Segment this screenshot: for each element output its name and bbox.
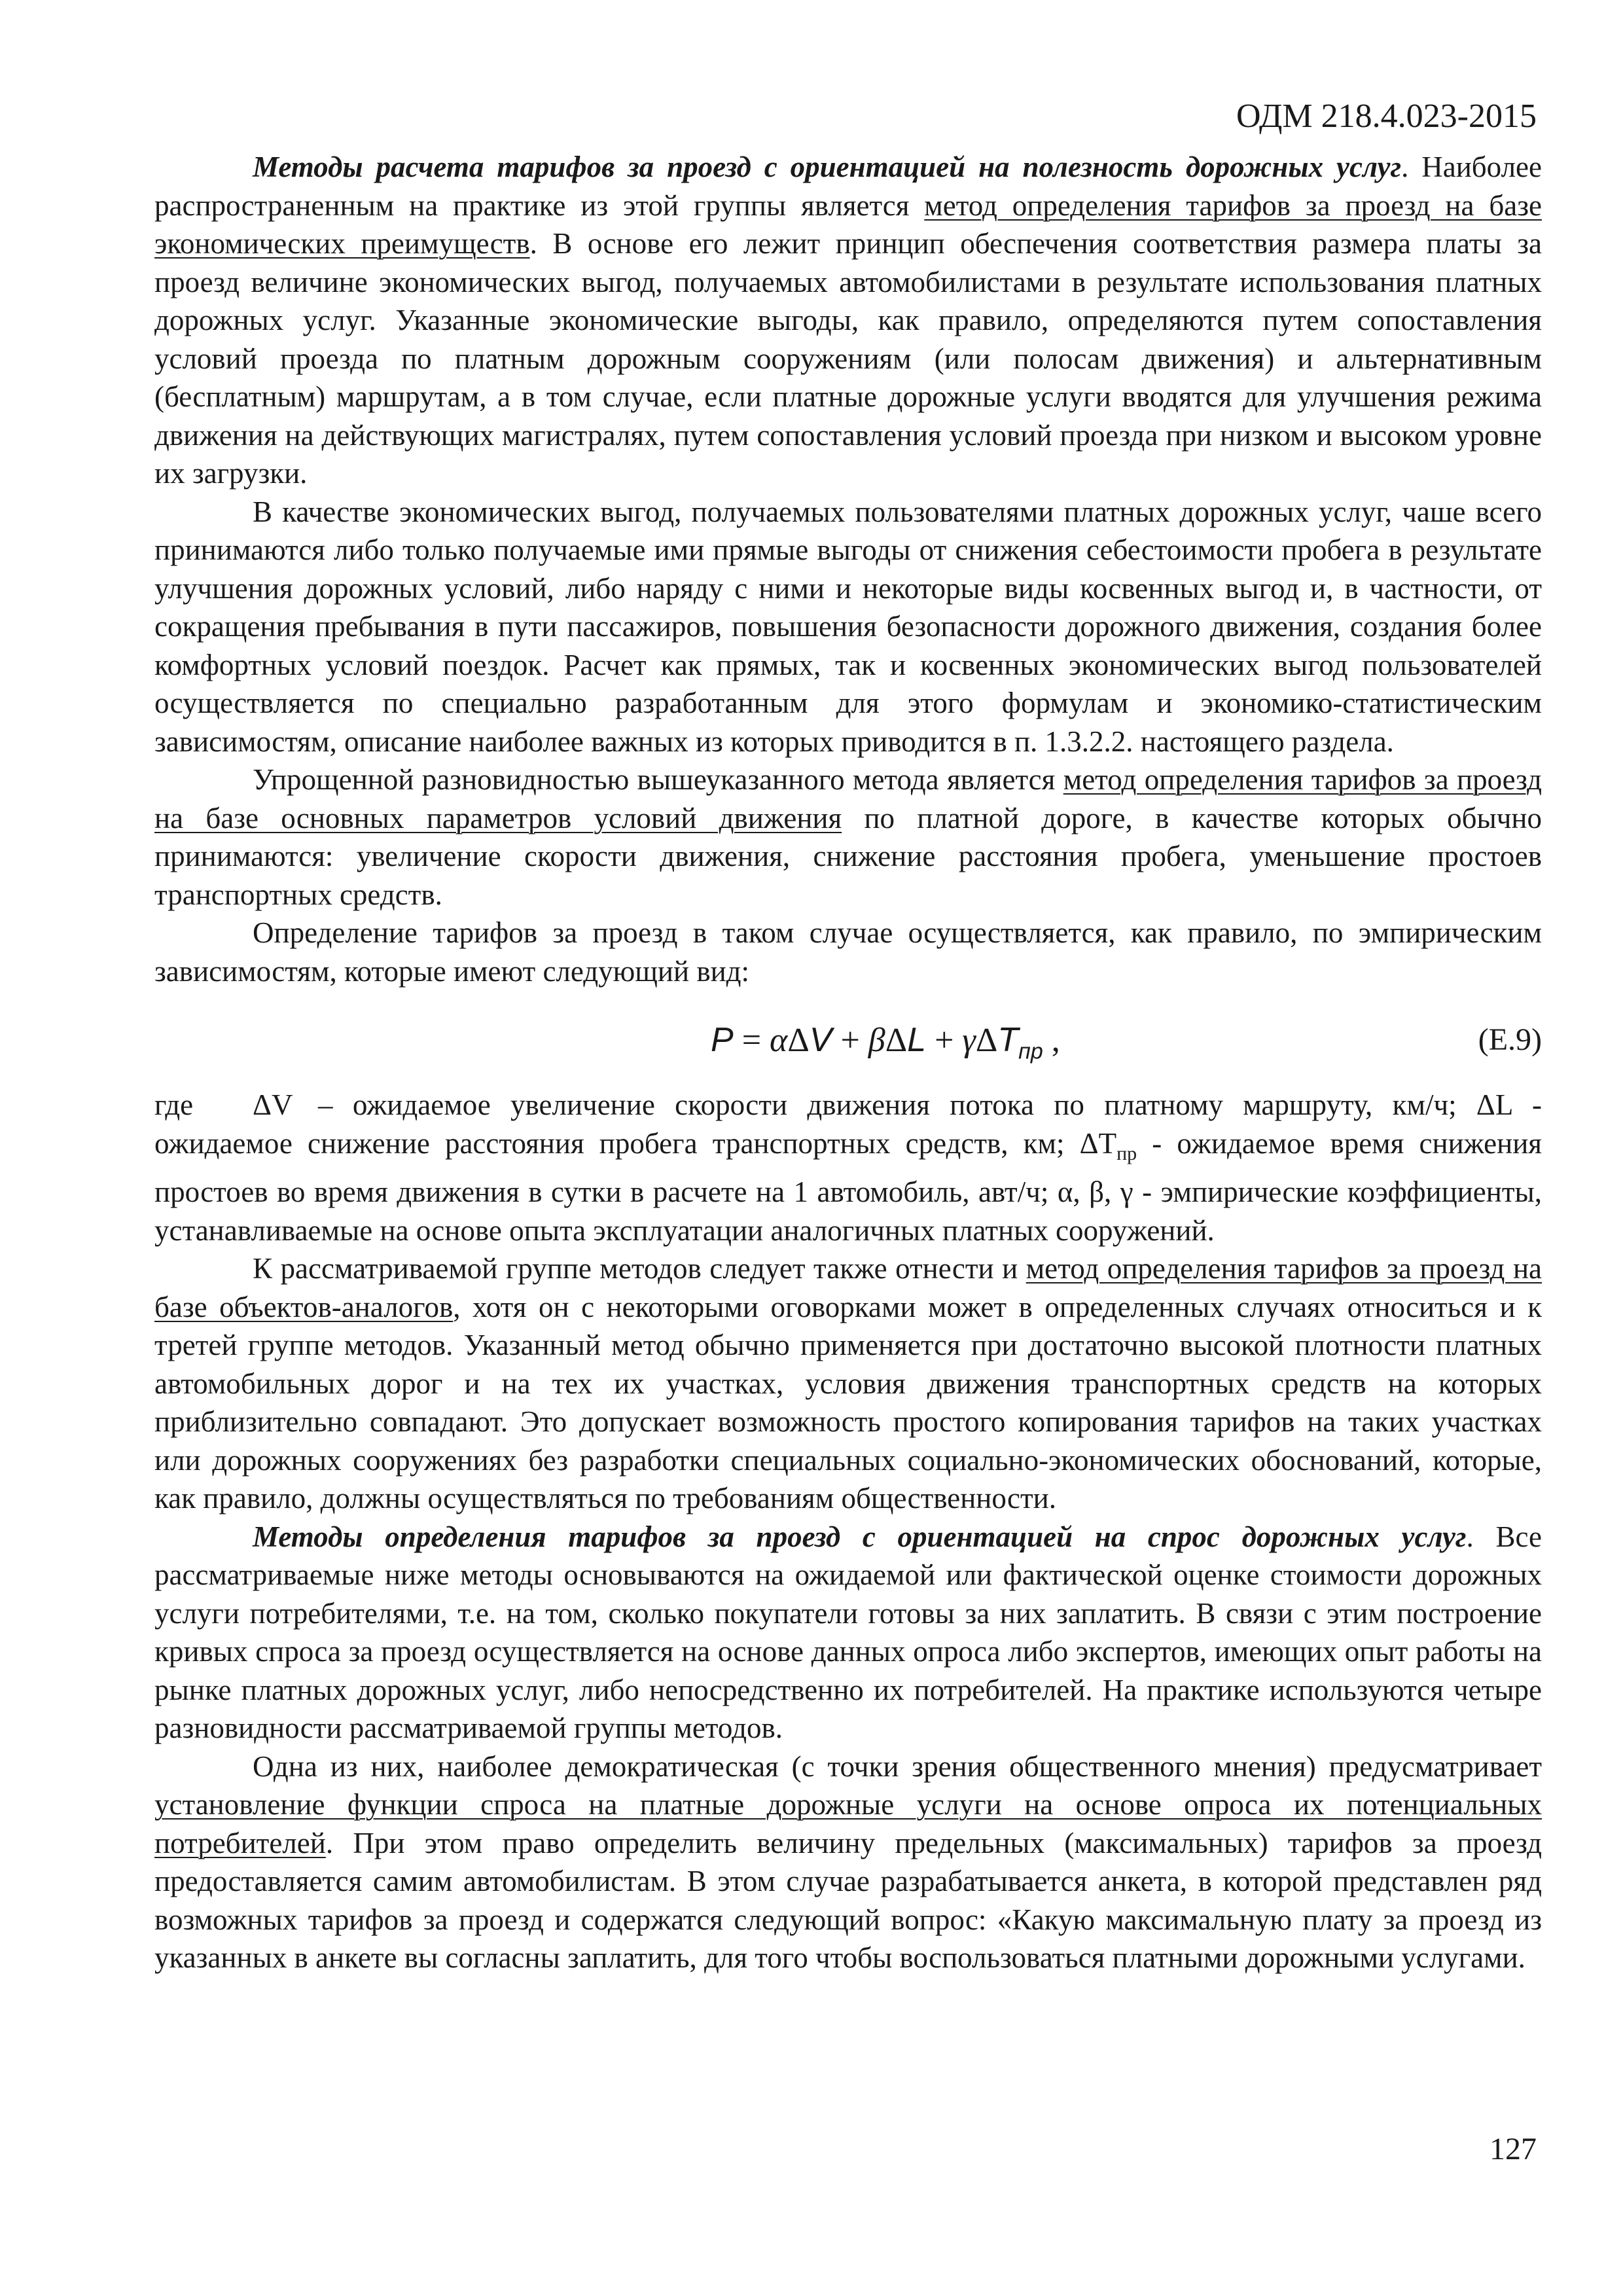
formula-delta: Δ [787,1022,810,1059]
paragraph-text: К рассматриваемой группе методов следует также отнести и [253,1252,1026,1285]
formula-comma: , [1043,1022,1060,1059]
method-term-traffic-parameters: метод определения тарифов за проезд на базе основных параметров условий движения [154,763,1542,834]
paragraph-demand-methods [154,1518,1542,1748]
section-heading-demand: Методы определения тарифов за проезд с ориентацией на спрос дорожных услуг [253,1520,1467,1553]
formula-beta: β [868,1022,885,1059]
paragraph-text: , хотя он с некоторыми оговорками может в определенных случаях относиться и к третей группе методов. Указанный метод обычно применяется при достаточно высокой плотности платных автомобильных дорог и на тех их участках, условия движения транспортных средств на которых приблизительно совпадают. Это допускает возможность простого копирования тарифов на таких участках или дорожных сооружениях без разработки специальных социально-экономических обоснований, которые, как правило, должны осуществляться по требованиям общественности. [154,1290,1542,1515]
where-label: где [154,1088,194,1121]
formula-plus: + [926,1022,963,1059]
formula-e9 [711,1020,1060,1071]
formula-row [154,1002,1542,1081]
where-symbol: ΔV [253,1088,293,1121]
formula-gamma: γ [962,1022,976,1059]
document-body [154,148,1542,1977]
equation-number: (Е.9) [1478,1022,1542,1057]
paragraph-text: . Наиболее распространенным на практике из этой группы является [154,151,1542,222]
formula-equals: = [733,1022,770,1059]
formula-l: L [907,1021,927,1059]
paragraph-simplified-method [154,761,1542,914]
where-text: – ожидаемое увеличение скорости движения потока по платному маршруту, км/ч; ΔL - ожидаемое снижение расстояния пробега транспортных средств, км; ΔT [154,1088,1542,1160]
formula-v: V [809,1021,832,1059]
formula-p: P [711,1021,734,1059]
formula-t: T [997,1021,1019,1059]
paragraph-analog-method [154,1249,1542,1518]
paragraph-text: Одна из них, наиболее демократическая (с точки зрения общественного мнения) предусматривает [253,1749,1542,1783]
document-code: ОДМ 218.4.023-2015 [1236,98,1537,135]
paragraph-empirical-intro: Определение тарифов за проезд в таком случае осуществляется, как правило, по эмпирическим зависимостям, которые имеют следующий вид: [154,916,1542,988]
paragraph-survey-method [154,1748,1542,1977]
paragraph-text: . Все рассматриваемые ниже методы основываются на ожидаемой или фактической оценке стоимости дорожных услуги потребителями, т.е. на том, сколько покупатели готовы за них заплатить. В связи с этим построение кривых спроса за проезд осуществляется на основе данных опроса либо экспертов, имеющих опыт работы на рынке платных дорожных услуг, либо непосредственно их потребителей. На практике используются четыре разновидности рассматриваемой группы методов. [154,1520,1542,1744]
formula-delta: Δ [885,1022,908,1059]
where-subscript: пр [1116,1142,1137,1164]
formula-delta: Δ [975,1022,998,1059]
paragraph-where-legend [154,1086,1542,1249]
paragraph-text: по платной дороге, в качестве которых обычно принимаются: увеличение скорости движения, снижение расстояния пробега, уменьшение простоев транспортных средств. [154,801,1542,911]
paragraph-text: . В основе его лежит принцип обеспечения соответствия размера платы за проезд величине экономических выгод, получаемых автомобилистами в результате использования платных дорожных услуг. Указанные экономические выгоды, как правило, определяются путем сопоставления условий проезда по платным дорожным сооружениям (или полосам движения) и альтернативным (бесплатным) маршрутам, а в том случае, если платные дорожные услуги вводятся для улучшения режима движения на действующих магистралях, путем сопоставления условий проезда при низком и высоком уровне их загрузки. [154,227,1542,490]
paragraph-utility-methods [154,148,1542,493]
section-heading-utility: Методы расчета тарифов за проезд с ориентацией на полезность дорожных услуг [253,151,1402,183]
formula-plus: + [832,1022,868,1059]
formula-subscript: пр [1018,1039,1043,1064]
paragraph-economic-benefits: В качестве экономических выгод, получаемых пользователями платных дорожных услуг, чаше всего принимаются либо только получаемые ими прямые выгоды от снижения себестоимости пробега в результате улучшения дорожных условий, либо наряду с ними и некоторые виды косвенных выгод и, в частности, от сокращения пребывания в пути пассажиров, повышения безопасности дорожного движения, создания более комфортных условий поездок. Расчет как прямых, так и косвенных экономических выгод пользователей осуществляется по специально разработанным для этого формулам и экономико-статистическим зависимостям, описание наиболее важных из которых приводится в п. 1.3.2.2. настоящего раздела. [154,495,1542,758]
formula-alpha: α [770,1022,788,1059]
method-term-economic-benefits: метод определения тарифов за проезд на базе экономических преимуществ [154,188,1542,260]
page-number: 127 [1489,2132,1537,2166]
method-term-survey-demand: установление функции спроса на платные дорожные услуги на основе опроса их потенциальных потребителей [154,1788,1542,1859]
method-term-analog-objects: метод определения тарифов за проезд на базе объектов-аналогов [154,1252,1542,1323]
paragraph-text: Упрощенной разновидностью вышеуказанного метода является [253,763,1063,796]
paragraph-text: . При этом право определить величину предельных (максимальных) тарифов за проезд предоставляется самим автомобилистам. В этом случае разрабатывается анкета, в которой представлен ряд возможных тарифов за проезд и содержатся следующий вопрос: «Какую максимальную плату за проезд из указанных в анкете вы согласны заплатить, для того чтобы воспользоваться платными дорожными услугами. [154,1826,1542,1974]
where-text: - ожидаемое время снижения простоев во время движения в сутки в расчете на 1 автомобиль, авт/ч; α, β, γ - эмпирические коэффициенты, устанавливаемые на основе опыта эксплуатации аналогичных платных сооружений. [154,1126,1542,1247]
